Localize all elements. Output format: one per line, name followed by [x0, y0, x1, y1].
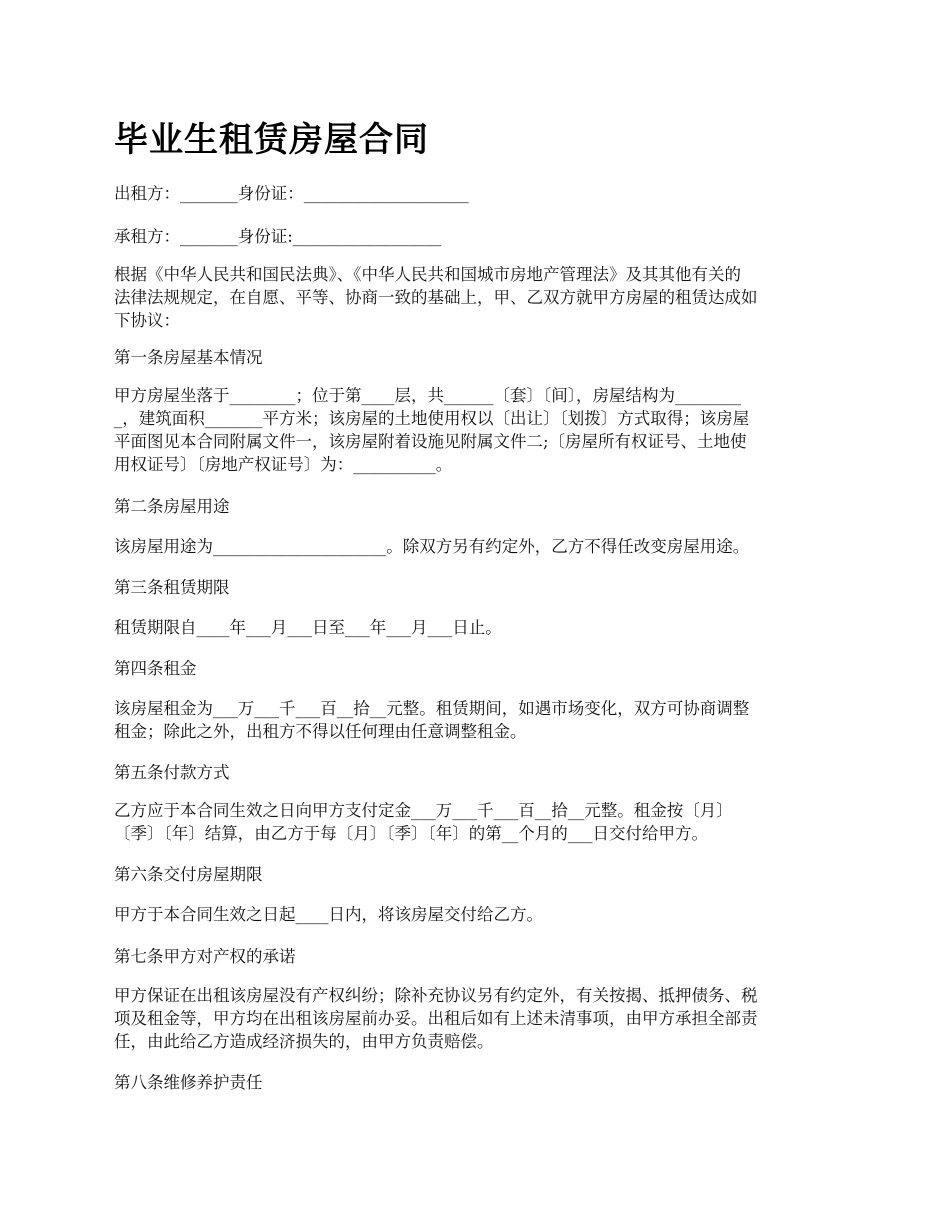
article-line: 租赁期限自____年___月___日至___年___月___日止。 [114, 618, 502, 637]
article-heading: 第五条付款方式 [114, 763, 230, 782]
document-title: 毕业生租赁房屋合同 [114, 120, 429, 160]
article-line: 任，由此给乙方造成经济损失的，由甲方负责赔偿。 [114, 1032, 494, 1051]
article-line: 平面图见本合同附属文件一，该房屋附着设施见附属文件二;〔房屋所有权证号、土地使 [114, 432, 747, 451]
article-body [114, 984, 842, 1053]
article-line: 甲方于本合同生效之日起____日内，将该房屋交付给乙方。 [114, 905, 543, 924]
preamble-line: 根据《中华人民共和国民法典》、《中华人民共和国城市房地产管理法》及其其他有关的 [114, 265, 741, 284]
article-heading: 第八条维修养护责任 [114, 1073, 263, 1092]
article-body [114, 799, 842, 845]
article-body [114, 535, 842, 558]
article-line: 甲方房屋坐落于________；位于第____层，共______〔套〕〔间〕，房屋结构为________ [114, 386, 741, 405]
article-body [114, 903, 842, 926]
lessee-line: 承租方：_______身份证:__________________ [114, 227, 442, 246]
article-line: 〔季〕〔年〕结算，由乙方于每〔月〕〔季〕〔年〕的第__个月的___日交付给甲方。 [114, 824, 708, 843]
article-line: 甲方保证在出租该房屋没有产权纠纷；除补充协议另有约定外，有关按揭、抵押债务、税 [114, 986, 758, 1005]
lessor-line: 出租方：_______身份证：____________________ [114, 184, 469, 203]
article-line: 该房屋用途为_____________________。除双方另有约定外，乙方不得任改变房屋用途。 [114, 537, 750, 556]
article-line: _，建筑面积_______平方米；该房屋的土地使用权以〔出让〕〔划拨〕方式取得；该房屋 [114, 409, 750, 428]
article-heading: 第一条房屋基本情况 [114, 348, 263, 367]
article-line: 该房屋租金为___万___千___百__拾__元整。租赁期间，如遇市场变化，双方可协商调整 [114, 699, 750, 718]
preamble-line: 下协议： [114, 311, 180, 330]
article-heading: 第四条租金 [114, 659, 197, 678]
article-line: 乙方应于本合同生效之日向甲方支付定金___万___千___百__拾__元整。租金按〔月〕 [114, 801, 733, 820]
article-body [114, 697, 842, 743]
article-line: 租金；除此之外，出租方不得以任何理由任意调整租金。 [114, 722, 527, 741]
article-line: 用权证号〕〔房地产权证号〕为：__________。 [114, 455, 453, 474]
preamble-paragraph [114, 263, 842, 332]
article-heading: 第七条甲方对产权的承诺 [114, 947, 296, 966]
article-line: 项及租金等，甲方均在出租该房屋前办妥。出租后如有上述未清事项，由甲方承担全部责 [114, 1009, 758, 1028]
article-body [114, 384, 842, 476]
article-heading: 第二条房屋用途 [114, 497, 230, 516]
article-heading: 第六条交付房屋期限 [114, 865, 263, 884]
article-body [114, 616, 842, 639]
article-heading: 第三条租赁期限 [114, 578, 230, 597]
preamble-line: 法律法规规定，在自愿、平等、协商一致的基础上，甲、乙双方就甲方房屋的租赁达成如 [114, 288, 758, 307]
